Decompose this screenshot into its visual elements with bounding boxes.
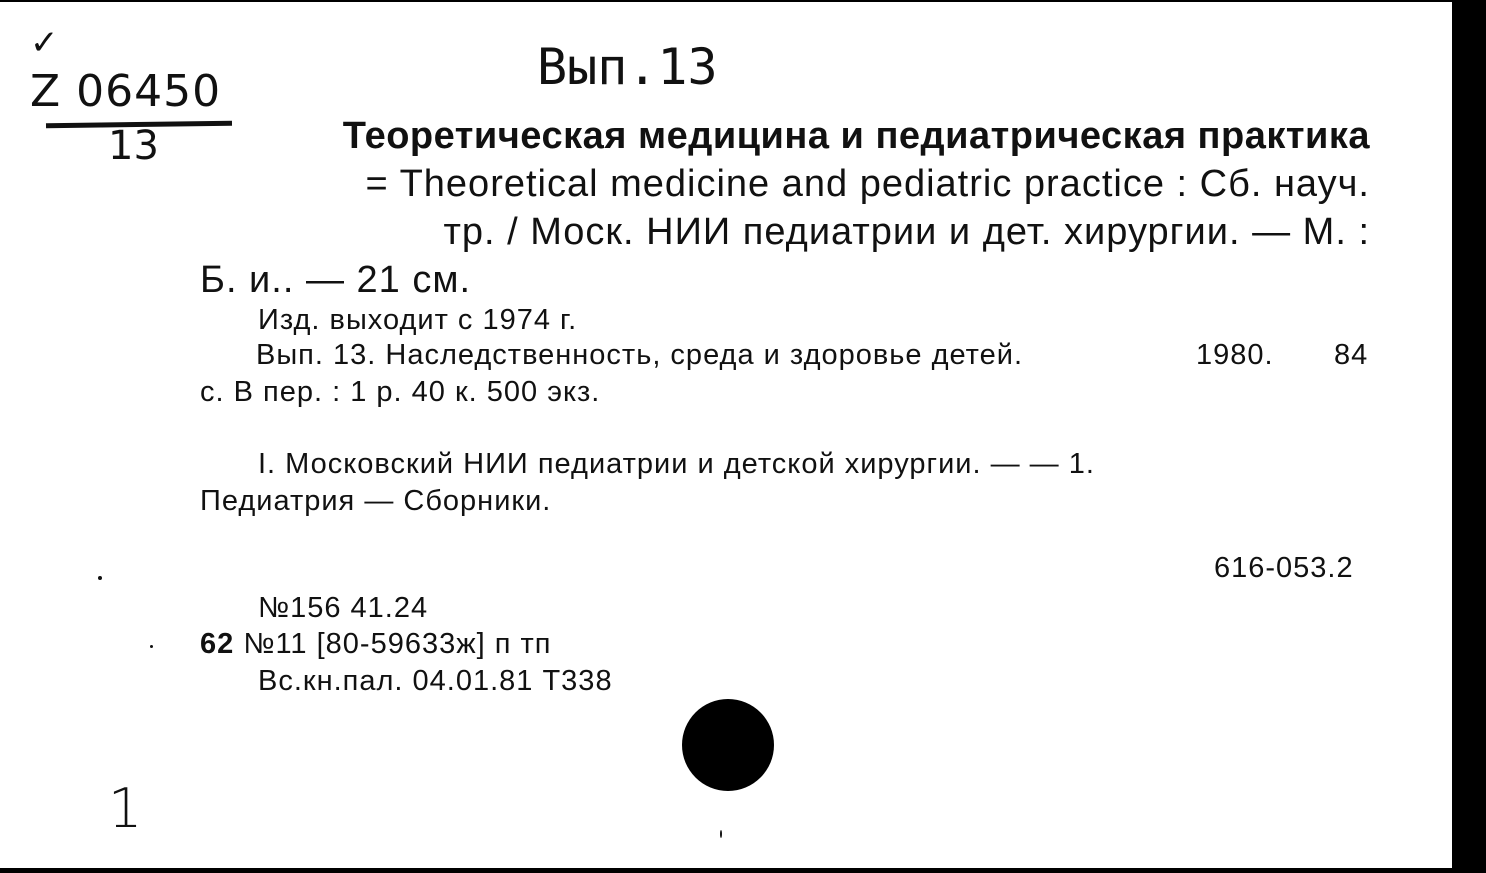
issue-title: Вып. 13. Наследственность, среда и здоровье детей. [256, 339, 1024, 371]
speck-mark [150, 645, 153, 648]
issue-note [256, 337, 1368, 373]
title-line-1: Теоретическая медицина и педиатрическая практика [342, 115, 1370, 157]
call-number: Z 06450 [30, 66, 222, 117]
punch-hole [682, 699, 774, 791]
classification-number: 616-053.2 [1214, 552, 1354, 584]
publication-note: Изд. выходит с 1974 г. [258, 304, 578, 336]
issue-year: 1980. [1196, 339, 1274, 371]
speck-mark [720, 830, 722, 838]
title-block [200, 112, 1370, 304]
record-line-2-number: 62 [200, 628, 235, 660]
title-line-4: Б. и.. — 21 см. [200, 259, 472, 301]
speck-mark [98, 576, 102, 580]
check-mark: ✓ [30, 23, 59, 63]
record-line-1: №156 41.24 [258, 592, 429, 624]
title-line-2: = Theoretical medicine and pediatric practice : Сб. науч. [365, 163, 1370, 205]
record-line-3: Вс.кн.пал. 04.01.81 Т338 [258, 665, 613, 697]
corner-mark: 1 [108, 777, 143, 840]
tracing-line-1: I. Московский НИИ педиатрии и детской хирургии. — — 1. [258, 448, 1095, 480]
record-line-2 [200, 626, 551, 662]
issue-details: с. В пер. : 1 р. 40 к. 500 экз. [200, 376, 601, 408]
issue-header: Вып.13 [537, 38, 718, 96]
tracing-line-2: Педиатрия — Сборники. [200, 485, 552, 517]
title-line-3: тр. / Моск. НИИ педиатрии и дет. хирургии. — М. : [443, 211, 1370, 253]
issue-pages: 84 [1334, 339, 1369, 371]
record-line-2-text: №11 [80-59633ж] п тп [243, 628, 552, 660]
catalog-card [0, 2, 1452, 868]
call-number-issue: 13 [108, 123, 159, 169]
